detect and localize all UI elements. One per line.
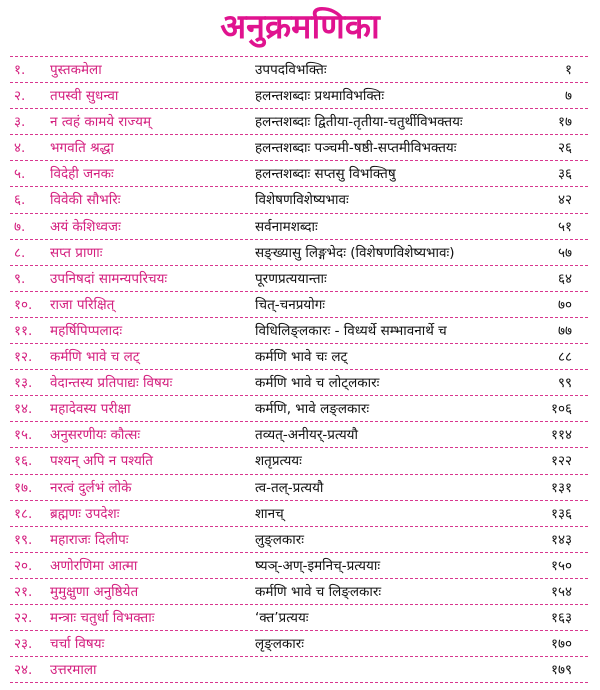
entry-number: १८. — [14, 505, 33, 522]
grammar-topic: उपपदविभक्तिः — [255, 62, 327, 78]
contents-row — [10, 187, 588, 213]
contents-row — [10, 318, 588, 344]
grammar-topic: विधिलिङ्लकारः - विध्यर्थे सम्भावनार्थे च — [255, 322, 447, 339]
contents-row — [10, 214, 588, 240]
grammar-topic: हलन्तशब्दाः प्रथमाविभक्तिः — [255, 88, 385, 105]
page-number: ८८ — [557, 349, 572, 366]
contents-row — [10, 396, 588, 422]
chapter-title: सप्त प्राणाः — [50, 244, 103, 261]
grammar-topic: शतृप्रत्ययः — [255, 453, 302, 470]
page-number: १३६ — [550, 505, 572, 522]
chapter-title: मुमुक्षुणा अनुष्ठियेत — [50, 583, 139, 600]
contents-row — [10, 161, 588, 187]
entry-number: ३. — [14, 114, 26, 131]
contents-row — [10, 553, 588, 579]
page-number: ५१ — [557, 218, 572, 235]
grammar-topic: ष्यञ्-अण्-इमनिच्-प्रत्ययाः — [255, 557, 381, 574]
entry-number: २३. — [14, 636, 33, 653]
page-number: ७ — [564, 88, 572, 105]
grammar-topic: पूरणप्रत्ययान्ताः — [255, 270, 327, 287]
chapter-title: अयं केशिध्वजः — [50, 218, 121, 235]
page-number: ५७ — [557, 244, 572, 261]
contents-row — [10, 135, 588, 161]
contents-row — [10, 370, 588, 396]
contents-row — [10, 605, 588, 631]
grammar-topic: हलन्तशब्दाः द्वितीया-तृतीया-चतुर्थीविभक्तयः — [255, 114, 463, 131]
contents-row — [10, 422, 588, 448]
chapter-title: विवेकी सौभरिः — [50, 192, 121, 209]
page-number: १२२ — [550, 453, 572, 470]
contents-list — [10, 57, 588, 683]
contents-row — [10, 109, 588, 135]
entry-number: १४. — [14, 401, 33, 418]
contents-row — [10, 344, 588, 370]
entry-number: १२. — [14, 349, 33, 366]
chapter-title: भगवति श्रद्धा — [50, 140, 114, 157]
entry-number: ६. — [14, 192, 26, 209]
entry-number: २. — [14, 88, 26, 105]
page-number: ७० — [557, 296, 572, 313]
entry-number: ७. — [14, 218, 26, 235]
entry-number: ११. — [14, 322, 33, 339]
page-number: ६४ — [557, 270, 572, 287]
entry-number: २१. — [14, 583, 33, 600]
chapter-title: राजा परिक्षित् — [50, 296, 115, 313]
page-number: ४२ — [557, 192, 572, 209]
chapter-title: कर्मणि भावे च लट् — [50, 349, 140, 366]
page-number: १०६ — [550, 401, 572, 418]
entry-number: १०. — [14, 296, 33, 313]
page-number: ९९ — [557, 375, 572, 392]
page-number: ७७ — [557, 322, 572, 339]
page-title: अनुक्रमणिका — [220, 7, 380, 47]
chapter-title: उपनिषदां सामन्यपरिचयः — [50, 270, 168, 287]
contents-row — [10, 266, 588, 292]
contents-row — [10, 657, 588, 683]
grammar-topic: लृङ्लकारः — [255, 636, 305, 653]
page-number: १६३ — [550, 609, 572, 626]
grammar-topic: त्व-तल्-प्रत्ययौ — [255, 479, 324, 496]
chapter-title: तपस्वी सुधन्वा — [50, 88, 119, 105]
grammar-topic: कर्मणि भावे च लोट्लकारः — [255, 375, 380, 392]
grammar-topic: सर्वनामशब्दाः — [255, 218, 318, 235]
chapter-title: मन्त्राः चतुर्धा विभक्ताः — [50, 609, 155, 626]
entry-number: १७. — [14, 479, 33, 496]
contents-row — [10, 448, 588, 474]
page-number: १५० — [550, 557, 572, 574]
chapter-title: चर्चा विषयः — [50, 636, 105, 653]
grammar-topic: कर्मणि भावे च लिङ्लकारः — [255, 583, 382, 600]
chapter-title: विदेही जनकः — [50, 166, 114, 183]
grammar-topic: चित्-चनप्रयोगः — [255, 296, 326, 313]
chapter-title: न त्वहं कामये राज्यम् — [50, 114, 152, 131]
grammar-topic: ‘क्त’प्रत्ययः — [255, 609, 309, 626]
grammar-topic: हलन्तशब्दाः सप्तसु विभक्तिषु — [255, 166, 396, 183]
grammar-topic: लुङ्लकारः — [255, 531, 305, 548]
page-number: १५४ — [550, 583, 572, 600]
contents-row — [10, 501, 588, 527]
grammar-topic: कर्मणि भावे चः लट् — [255, 349, 348, 366]
entry-number: ४. — [14, 140, 26, 157]
page-number: ११४ — [550, 427, 572, 444]
entry-number: २२. — [14, 609, 33, 626]
contents-row — [10, 579, 588, 605]
grammar-topic: तव्यत्-अनीयर्-प्रत्ययौ — [255, 427, 358, 444]
entry-number: ५. — [14, 166, 26, 183]
entry-number: ९. — [14, 270, 26, 287]
chapter-title: अनुसरणीयः कौत्सः — [50, 427, 141, 444]
chapter-title: उत्तरमाला — [50, 662, 97, 679]
chapter-title: महादेवस्य परीक्षा — [50, 401, 131, 418]
chapter-title: नरत्वं दुर्लभं लोके — [50, 479, 132, 496]
page-number: २६ — [557, 140, 572, 157]
contents-row — [10, 631, 588, 657]
contents-row — [10, 57, 588, 83]
grammar-topic: विशेषणविशेष्यभावः — [255, 192, 349, 209]
entry-number: १६. — [14, 453, 33, 470]
page-number: १ — [564, 62, 572, 78]
page-number: १७९ — [550, 662, 572, 679]
page-number: १४३ — [550, 531, 572, 548]
chapter-title: महाराजः दिलीपः — [50, 531, 129, 548]
chapter-title: पश्यन् अपि न पश्यति — [50, 453, 153, 470]
chapter-title: पुस्तकमेला — [50, 62, 102, 78]
page-number: ३६ — [557, 166, 572, 183]
entry-number: १५. — [14, 427, 33, 444]
entry-number: २०. — [14, 557, 33, 574]
grammar-topic: सङ्ख्यासु लिङ्गभेदः (विशेषणविशेष्यभावः) — [255, 244, 455, 261]
entry-number: २४. — [14, 662, 33, 679]
chapter-title: अणोरणिमा आत्मा — [50, 557, 138, 574]
entry-number: १३. — [14, 375, 33, 392]
chapter-title: ब्रह्मणः उपदेशः — [50, 505, 120, 522]
contents-row — [10, 527, 588, 553]
entry-number: ८. — [14, 244, 26, 261]
chapter-title: महर्षिपिप्पलादः — [50, 322, 123, 339]
page-number: १७० — [550, 636, 572, 653]
contents-row — [10, 292, 588, 318]
chapter-title: वेदान्तस्य प्रतिपाद्यः विषयः — [50, 375, 173, 392]
page-number: १७ — [557, 114, 572, 131]
contents-row — [10, 475, 588, 501]
grammar-topic: कर्मणि, भावे लङ्लकारः — [255, 401, 370, 418]
contents-row — [10, 83, 588, 109]
entry-number: १. — [14, 62, 26, 78]
grammar-topic: हलन्तशब्दाः पञ्चमी-षष्ठी-सप्तमीविभक्तयः — [255, 140, 457, 157]
grammar-topic: शानच् — [255, 505, 284, 522]
page-number: १३१ — [550, 479, 572, 496]
entry-number: १९. — [14, 531, 33, 548]
contents-row — [10, 240, 588, 266]
